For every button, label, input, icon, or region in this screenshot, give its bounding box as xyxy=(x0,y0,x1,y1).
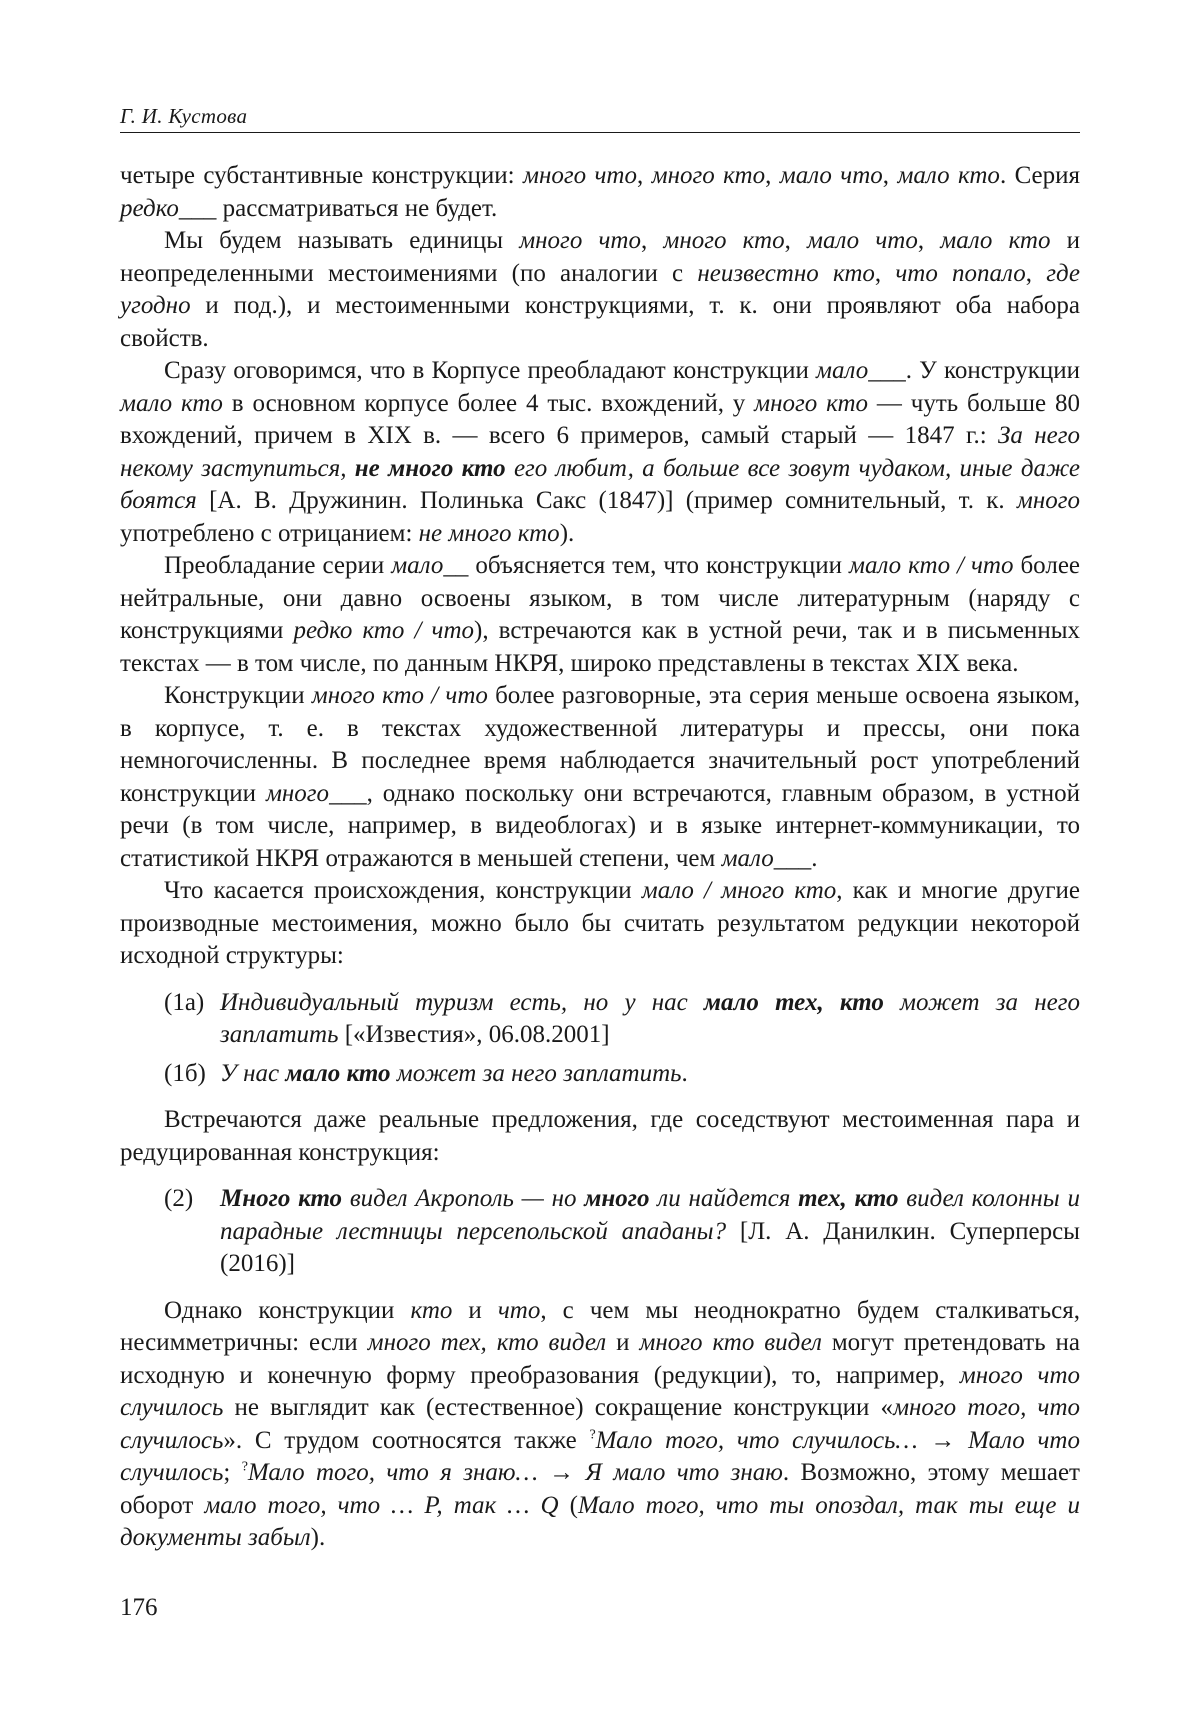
italic-example: много тех, кто видел xyxy=(367,1329,607,1356)
italic-example: может за него заплатить xyxy=(220,988,1080,1048)
italic-example: мало кто / что xyxy=(849,552,1014,579)
paragraph xyxy=(120,1295,1080,1555)
italic-example: мало кто xyxy=(120,389,223,417)
italic-example: много что xyxy=(519,227,641,254)
paragraph xyxy=(120,225,1080,355)
text-run: . Возможно, этому мешает оборот xyxy=(120,1459,1080,1519)
text-run: , xyxy=(784,227,808,254)
text-run: , xyxy=(917,227,941,254)
italic-example: мало что xyxy=(807,227,918,254)
text-run: употреблено с отрицанием: xyxy=(120,519,419,547)
italic-example: видел Акрополь — но xyxy=(342,1185,585,1212)
paragraph xyxy=(120,355,1080,550)
text-run: [«Известия», 06.08.2001] xyxy=(338,1021,610,1048)
example-text xyxy=(220,1183,1080,1281)
text-run: ; xyxy=(223,1459,242,1486)
italic-example: неизвестно кто xyxy=(697,259,875,287)
text-run: ___. xyxy=(773,844,818,872)
paragraph xyxy=(120,680,1080,875)
text-run: , xyxy=(1025,259,1047,287)
example-1b xyxy=(120,1058,1080,1091)
paragraph xyxy=(120,875,1080,973)
italic-example: видел колонны и парадные лестницы персепольской ападаны? xyxy=(220,1185,1080,1245)
text-run: Сразу оговоримся, что в Корпусе преобладают конструкции xyxy=(164,357,817,384)
text-run: Что касается происхождения, конструкции xyxy=(164,877,642,904)
text-run: ___, однако поскольку они встречаются, главным образом, в устной речи (в том числе, например, в видеоблогах) и в языке интернет-коммуникации, то статистикой НКРЯ отражаются в меньшей степени, чем xyxy=(120,779,1080,872)
text-run: . xyxy=(681,1059,688,1087)
text-run: ). xyxy=(559,519,575,547)
text-run: и неопределенными местоимениями (по аналогии с xyxy=(120,227,1081,287)
italic-example: У нас xyxy=(220,1059,286,1087)
italic-example: много что xyxy=(523,162,637,189)
bold-emphasis: мало кто xyxy=(285,1059,391,1087)
body-text xyxy=(120,160,1080,1555)
text-run: — чуть больше 80 вхождений, причем в XIX в. — всего 6 примеров, самый старый — 1847 г.: xyxy=(120,389,1081,449)
italic-example: что xyxy=(497,1296,541,1324)
text-run: [Л. А. Данилкин. Суперперсы (2016)] xyxy=(220,1217,1080,1277)
example-2 xyxy=(120,1183,1080,1281)
italic-example: мало / много кто xyxy=(641,877,837,904)
bold-emphasis: много xyxy=(584,1185,650,1212)
text-run: ), встречаются как в устной речи, так и в письменных текстах — в том числе, по данным НКРЯ, широко представлены в текстах XIX века. xyxy=(120,617,1080,677)
italic-example: много кто xyxy=(663,227,785,254)
running-head: Г. И. Кустова xyxy=(120,104,248,128)
bold-emphasis: Много кто xyxy=(220,1185,343,1212)
text-run: [А. В. Дружинин. Полинька Сакс (1847)] (пример сомнительный, т. к. xyxy=(196,487,1017,514)
text-run: , xyxy=(765,162,780,189)
text-run: не выглядит как (естественное) сокращение конструкции « xyxy=(223,1394,894,1421)
italic-example: много кто / что xyxy=(311,682,488,709)
text-run: , xyxy=(882,162,898,189)
italic-example: не много кто xyxy=(418,519,560,547)
text-run: более разговорные, эта серия меньше освоена языком, в корпусе, т. е. в текстах художественной литературы и прессы, они пока немногочисленны. В последнее время наблюдается значительный рост употреблений конструкции xyxy=(120,682,1080,807)
italic-example: его любит, а больше все зовут чудаком, иные даже боятся xyxy=(120,454,1080,514)
text-run: могут претендовать на исходную и конечную форму преобразования (редукции), то, например, xyxy=(120,1329,1080,1389)
text-run: , с чем мы неоднократно будем сталкиваться, несимметричны: если xyxy=(120,1296,1080,1356)
text-run: , xyxy=(637,162,652,189)
italic-example: мало кто xyxy=(940,227,1051,254)
italic-example: За него некому заступиться, xyxy=(120,422,1080,482)
text-run: ». С трудом соотносятся также xyxy=(223,1426,590,1454)
italic-example: мало того, что … P, так … Q xyxy=(204,1491,559,1519)
example-text xyxy=(220,987,1080,1052)
text-run: и xyxy=(452,1296,498,1324)
text-run: четыре субстантивные конструкции: xyxy=(120,162,523,189)
text-run: и под.), и местоименными конструкциями, т. к. они проявляют оба набора свойств. xyxy=(120,292,1080,352)
italic-example: Мало того, что случилось… → Мало что случилось xyxy=(120,1426,1080,1486)
bold-emphasis: мало тех, кто xyxy=(703,988,884,1016)
header-rule xyxy=(120,132,1080,133)
italic-example: много кто xyxy=(754,389,869,417)
bold-emphasis: не много кто xyxy=(354,454,506,482)
page-number: 176 xyxy=(120,1594,158,1621)
text-run: и xyxy=(606,1329,640,1356)
italic-example: мало xyxy=(721,844,774,872)
italic-example: мало что xyxy=(779,162,883,189)
example-text xyxy=(220,1058,1080,1091)
italic-example: много xyxy=(265,779,330,807)
text-run: __ объясняется тем, что конструкции xyxy=(443,552,850,579)
example-number: (1б) xyxy=(164,1059,206,1087)
italic-example: мало кто xyxy=(897,162,1000,189)
text-run: ___ рассматриваться не будет. xyxy=(178,194,498,222)
question-mark-superscript: ? xyxy=(589,1427,596,1443)
text-run: . Серия xyxy=(999,162,1081,189)
italic-example: редко кто / что xyxy=(293,617,474,644)
text-run: более нейтральные, они давно освоены языком, в том числе литературным (наряду с конструкциями xyxy=(120,552,1081,644)
text-run: , xyxy=(874,259,896,287)
italic-example: много кто видел xyxy=(639,1329,822,1356)
italic-example: редко xyxy=(120,194,179,222)
example-1a xyxy=(120,987,1080,1052)
italic-example: мало xyxy=(816,357,869,384)
question-mark-superscript: ? xyxy=(241,1459,248,1475)
text-run: ). xyxy=(310,1524,326,1551)
paragraph xyxy=(120,550,1080,680)
bold-emphasis: тех, кто xyxy=(798,1185,899,1212)
example-number: (2) xyxy=(164,1185,194,1212)
italic-example: много xyxy=(1016,487,1080,514)
paragraph xyxy=(120,1104,1080,1169)
italic-example: много что случилось xyxy=(120,1361,1081,1421)
italic-example: Мало того, что ты опоздал, так ты еще и документы забыл xyxy=(120,1491,1080,1551)
text-run: Встречаются даже реальные предложения, где соседствуют местоименная пара и редуцированная конструкция: xyxy=(120,1106,1080,1166)
text-run: , xyxy=(640,227,664,254)
paragraph xyxy=(120,160,1080,225)
italic-example: мало xyxy=(391,552,444,579)
text-run: Мы будем называть единицы xyxy=(164,227,520,254)
text-run: Преобладание серии xyxy=(164,552,392,579)
text-run: ___. У конструкции xyxy=(868,357,1080,384)
text-run: Конструкции xyxy=(164,682,312,709)
italic-example: где угодно xyxy=(120,259,1080,319)
italic-example: Индивидуальный туризм есть, но у нас xyxy=(220,988,704,1016)
italic-example: много кто xyxy=(651,162,766,189)
italic-example: много того, что случилось xyxy=(120,1394,1080,1454)
text-run: Однако конструкции xyxy=(164,1296,411,1324)
text-run: , как и многие другие производные местоимения, можно было бы считать результатом редукции некоторой исходной структуры: xyxy=(120,877,1081,969)
example-number: (1а) xyxy=(164,988,205,1016)
italic-example: кто xyxy=(410,1296,453,1324)
italic-example: что попало xyxy=(895,259,1026,287)
italic-example: Мало того, что я знаю… → Я мало что знаю xyxy=(247,1459,783,1486)
text-run: в основном корпусе более 4 тыс. вхождений, у xyxy=(222,389,755,417)
italic-example: ли найдется xyxy=(649,1185,799,1212)
text-run: ( xyxy=(558,1491,578,1519)
italic-example: может за него заплатить xyxy=(390,1059,682,1087)
